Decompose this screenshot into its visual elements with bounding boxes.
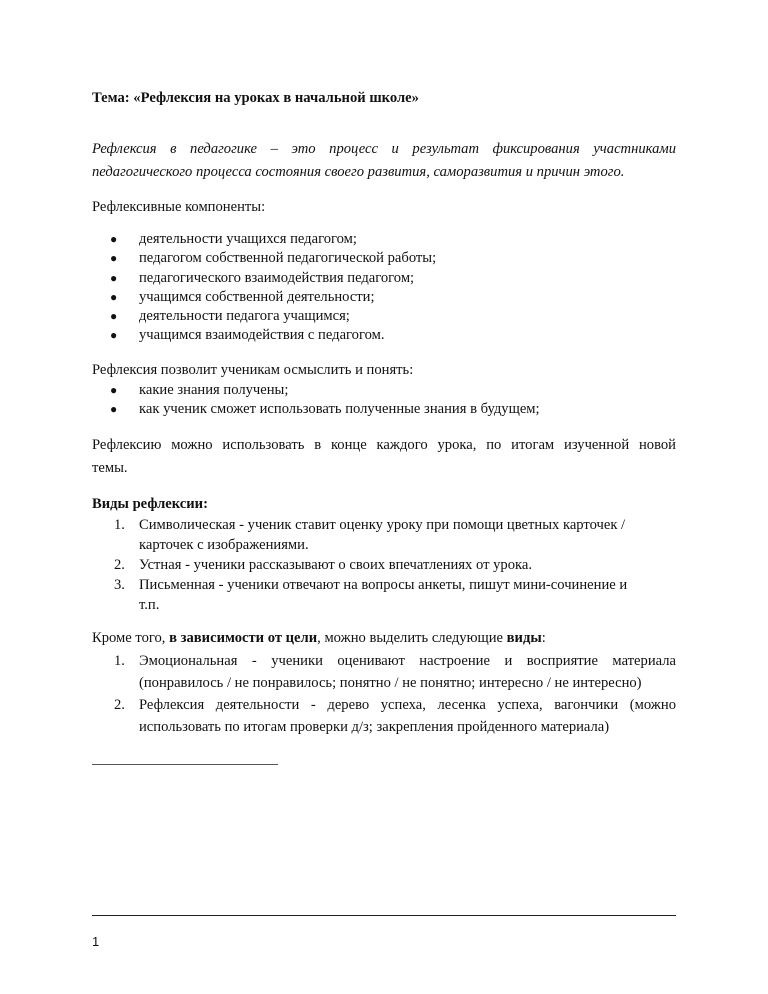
goal-bold-text: виды — [506, 630, 542, 646]
item-line: Эмоциональная - ученики оценивают настроение и восприятие материала — [139, 653, 676, 669]
list-item: ● педагогом собственной педагогической работы; — [92, 249, 436, 268]
list-item — [92, 694, 676, 738]
list-item: ● деятельности педагога учащимся; — [92, 307, 436, 326]
list-item — [92, 650, 676, 694]
item-line: Символическая - ученик ставит оценку уроку при помощи цветных карточек / — [139, 517, 626, 533]
goal-text: , можно выделить следующие — [317, 630, 507, 646]
goal-paragraph — [92, 627, 676, 650]
list-item — [92, 515, 676, 555]
usage-paragraph — [92, 434, 676, 480]
usage-line-1: Рефлексию можно использовать в конце каждого урока, по итогам изученной новой — [92, 437, 676, 453]
list-item: ● учащимся собственной деятельности; — [92, 288, 436, 307]
types-list — [92, 515, 676, 615]
list-item — [92, 575, 676, 615]
item-number: 3. — [114, 577, 125, 593]
item-line: использовать по итогам проверки д/з; закрепления пройденного материала) — [139, 719, 610, 735]
item-line: т.п. — [139, 597, 160, 613]
footnote-separator — [92, 764, 278, 765]
usage-line-2: темы. — [92, 460, 128, 476]
document-title: Тема: «Рефлексия на уроках в начальной школе» — [92, 90, 419, 106]
list-item: ● какие знания получены; — [92, 381, 540, 400]
goal-bold-text: в зависимости от цели — [169, 630, 318, 646]
goal-list — [92, 650, 676, 738]
list-item: ● учащимся взаимодействия с педагогом. — [92, 326, 436, 345]
item-number: 2. — [114, 697, 125, 713]
item-number: 1. — [114, 653, 125, 669]
page-number: 1 — [92, 934, 100, 949]
definition-line-2: педагогического процесса состояния своего развития, саморазвития и причин этого. — [92, 164, 625, 180]
goal-text: : — [541, 630, 546, 646]
item-line: карточек с изображениями. — [139, 537, 309, 553]
types-heading: Виды рефлексии: — [92, 496, 208, 512]
item-number: 2. — [114, 557, 125, 573]
list-item: ● педагогического взаимодействия педагогом; — [92, 269, 436, 288]
item-line: Устная - ученики рассказывают о своих впечатлениях от урока. — [139, 557, 533, 573]
item-line: Письменная - ученики отвечают на вопросы анкеты, пишут мини-сочинение и — [139, 577, 628, 593]
definition-line-1: Рефлексия в педагогике – это процесс и результат фиксирования участниками — [92, 141, 676, 157]
list-item — [92, 555, 676, 575]
components-list — [92, 230, 436, 346]
components-heading: Рефлексивные компоненты: — [92, 199, 266, 215]
list-item: ● как ученик сможет использовать полученные знания в будущем; — [92, 400, 540, 419]
item-line: (понравилось / не понравилось; понятно / не понятно; интересно / не интересно) — [139, 675, 642, 691]
allows-list — [92, 381, 540, 420]
allows-heading: Рефлексия позволит ученикам осмыслить и понять: — [92, 362, 414, 378]
item-line: Рефлексия деятельности - дерево успеха, лесенка успеха, вагончики (можно — [139, 697, 676, 713]
list-item: ● деятельности учащихся педагогом; — [92, 230, 436, 249]
definition-paragraph — [92, 138, 676, 184]
goal-text: Кроме того, — [92, 630, 170, 646]
item-number: 1. — [114, 517, 125, 533]
footer-divider — [92, 915, 676, 916]
